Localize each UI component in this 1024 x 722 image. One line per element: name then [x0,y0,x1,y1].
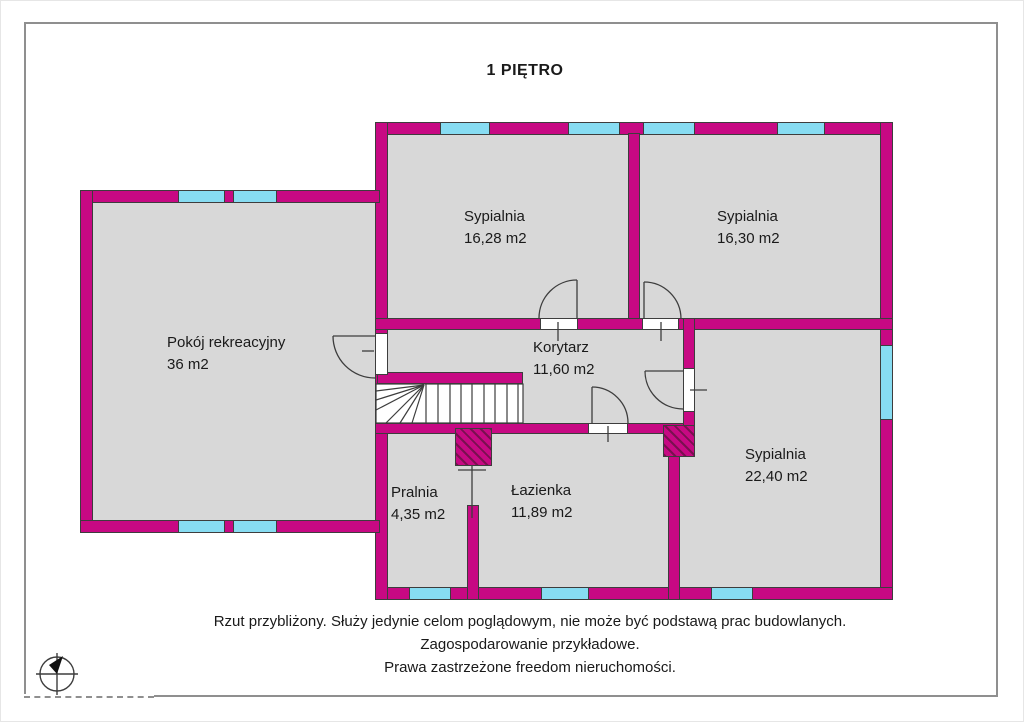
room-name: Sypialnia [745,446,806,463]
window-laundry [409,587,451,600]
room-name: Sypialnia [464,208,525,225]
room-name: Sypialnia [717,208,778,225]
shaft-hatch-bathroom [663,425,695,457]
room-label-bedroom3 [745,444,808,488]
door-opening-bedroom2 [642,318,679,330]
page-title: 1 PIĘTRO [486,62,564,79]
wall-annex-bottom [80,520,380,533]
door-opening-bedroom1 [540,318,578,330]
shaft-hatch-laundry [455,428,492,466]
wall-stair-strip [377,372,523,384]
room-label-bedroom2 [717,206,780,250]
room-area: 11,60 m2 [533,361,595,378]
window-recreation-top-1 [178,190,225,203]
room-area: 22,40 m2 [745,468,808,485]
wall-annex-top [80,190,380,203]
window-bathroom [541,587,589,600]
room-label-laundry [391,482,445,526]
wall-corridor-bottom [375,423,695,434]
room-name: Pokój rekreacyjny [167,334,286,351]
room-label-corridor [533,337,594,381]
room-label-bedroom1 [464,206,527,250]
disclaimer-line-1: Rzut przybliżony. Służy jedynie celom poglądowym, nie może być podstawą prac budowlanych. [213,613,847,630]
window-recreation-bottom-1 [178,520,225,533]
disclaimer [60,610,1000,679]
window-bedroom1-left [440,122,490,135]
window-recreation-top-2 [233,190,277,203]
wall-bedroom-divider [628,133,640,323]
disclaimer-line-2: Zagospodarowanie przykładowe. [420,636,640,653]
window-bedroom1-right [568,122,620,135]
window-bedroom2-left [643,122,695,135]
window-bedroom2-right [777,122,825,135]
room-label-recreation [167,332,285,376]
room-name: Pralnia [391,484,438,501]
room-area: 4,35 m2 [391,506,446,523]
room-name: Łazienka [511,482,572,499]
wall-laundry-divider [467,505,479,600]
room-area: 16,30 m2 [717,230,780,247]
window-bedroom3-bottom [711,587,753,600]
wall-corridor-top [375,318,893,330]
door-opening-bedroom3 [683,368,695,412]
room-area: 11,89 m2 [511,504,573,521]
window-bedroom3-side [880,345,893,420]
room-area: 36 m2 [167,356,209,373]
room-name: Korytarz [533,339,589,356]
window-recreation-bottom-2 [233,520,277,533]
wall-annex-left [80,190,93,533]
door-opening-bathroom [588,423,628,434]
wall-main-bottom [375,587,893,600]
room-area: 16,28 m2 [464,230,527,247]
disclaimer-line-3: Prawa zastrzeżone freedom nieruchomości. [384,659,676,676]
room-label-bathroom [511,480,572,524]
door-opening-recreation [375,333,388,375]
wall-bathroom-right [668,434,680,600]
page-border-dashed-segment [24,696,154,698]
